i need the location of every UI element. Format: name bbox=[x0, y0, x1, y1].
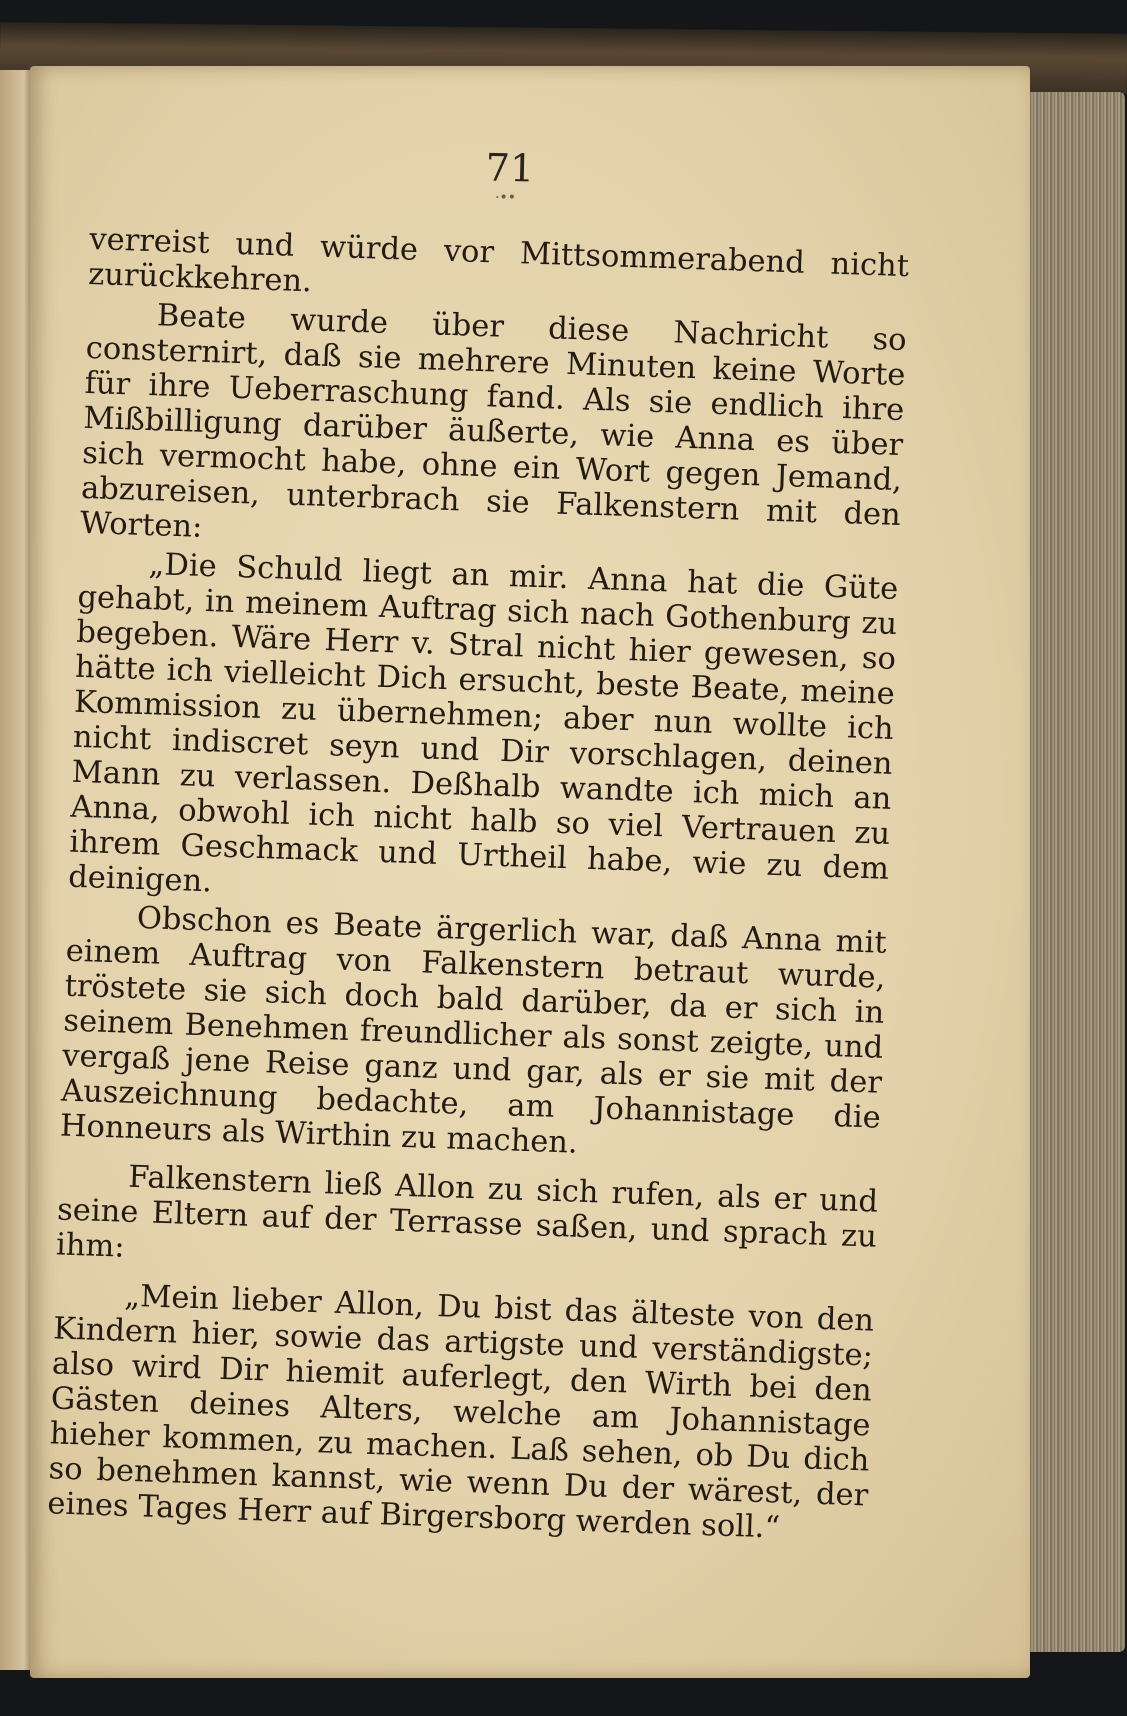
paragraph: Beate wurde über diese Nachricht so consternirt, daß sie mehrere Minuten keine Worte für ihre Ueberraschung fand. Als sie endlich ihre Mißbilligung darüber äußerte, wie Anna es über sich vermocht habe, ohne ein Wort gegen Jemand, abzureisen, unterbrach sie Falkenstern mit den Worten: bbox=[79, 298, 908, 545]
paragraph: „Mein lieber Allon, Du bist das älteste von den Kindern hier, sowie das artigste und verständigste; also wird Dir hiemit auferlegt, den Wirth bei den Gästen deines Alters, welche am Johannistage hieher kommen, zu machen. Laß sehen, ob Du dich so benehmen kannst, wie wenn Du der wärest, der eines Tages Herr auf Birgersborg werden soll.“ bbox=[46, 1278, 875, 1546]
body-text bbox=[47, 222, 910, 1548]
left-page-edge bbox=[0, 70, 34, 1670]
paragraph: Obschon es Beate ärgerlich war, daß Anna mit einem Auftrag von Falkenstern betraut wurde, tröstete sie sich doch bald darüber, da er sich in seinem Benehmen freundlicher als sonst zeigte, und vergaß jene Reise ganz und gar, als er sie mit der Auszeichnung bedachte, am Johannistage die Honneurs als Wirthin zu machen. bbox=[59, 900, 888, 1161]
page-ornament: ·•• bbox=[495, 190, 516, 206]
page-stack-edge bbox=[1030, 92, 1125, 1652]
paragraph: „Die Schuld liegt an mir. Anna hat die Güte gehabt, in meinem Auftrag sich nach Gothenburg zu begeben. Wäre Herr v. Stral nicht hier gewesen, so hätte ich vielleicht Dich ersucht, beste Beate, meine Kommission zu übernehmen; aber nun wollte ich nicht indiscret seyn und Dir vorschlagen, deinen Mann zu verlassen. Deßhalb wandte ich mich an Anna, obwohl ich nicht halb so viel Vertrauen zu ihrem Geschmack und Urtheil habe, wie zu dem deinigen. bbox=[67, 547, 899, 900]
paragraph: verreist und würde vor Mittsommerabend nicht zurückkehren. bbox=[87, 222, 910, 300]
page-number: 71 bbox=[485, 145, 535, 191]
paragraph: Falkenstern ließ Allon zu sich rufen, als er und seine Eltern auf der Terrasse saßen, und sprach zu ihm: bbox=[55, 1159, 879, 1265]
